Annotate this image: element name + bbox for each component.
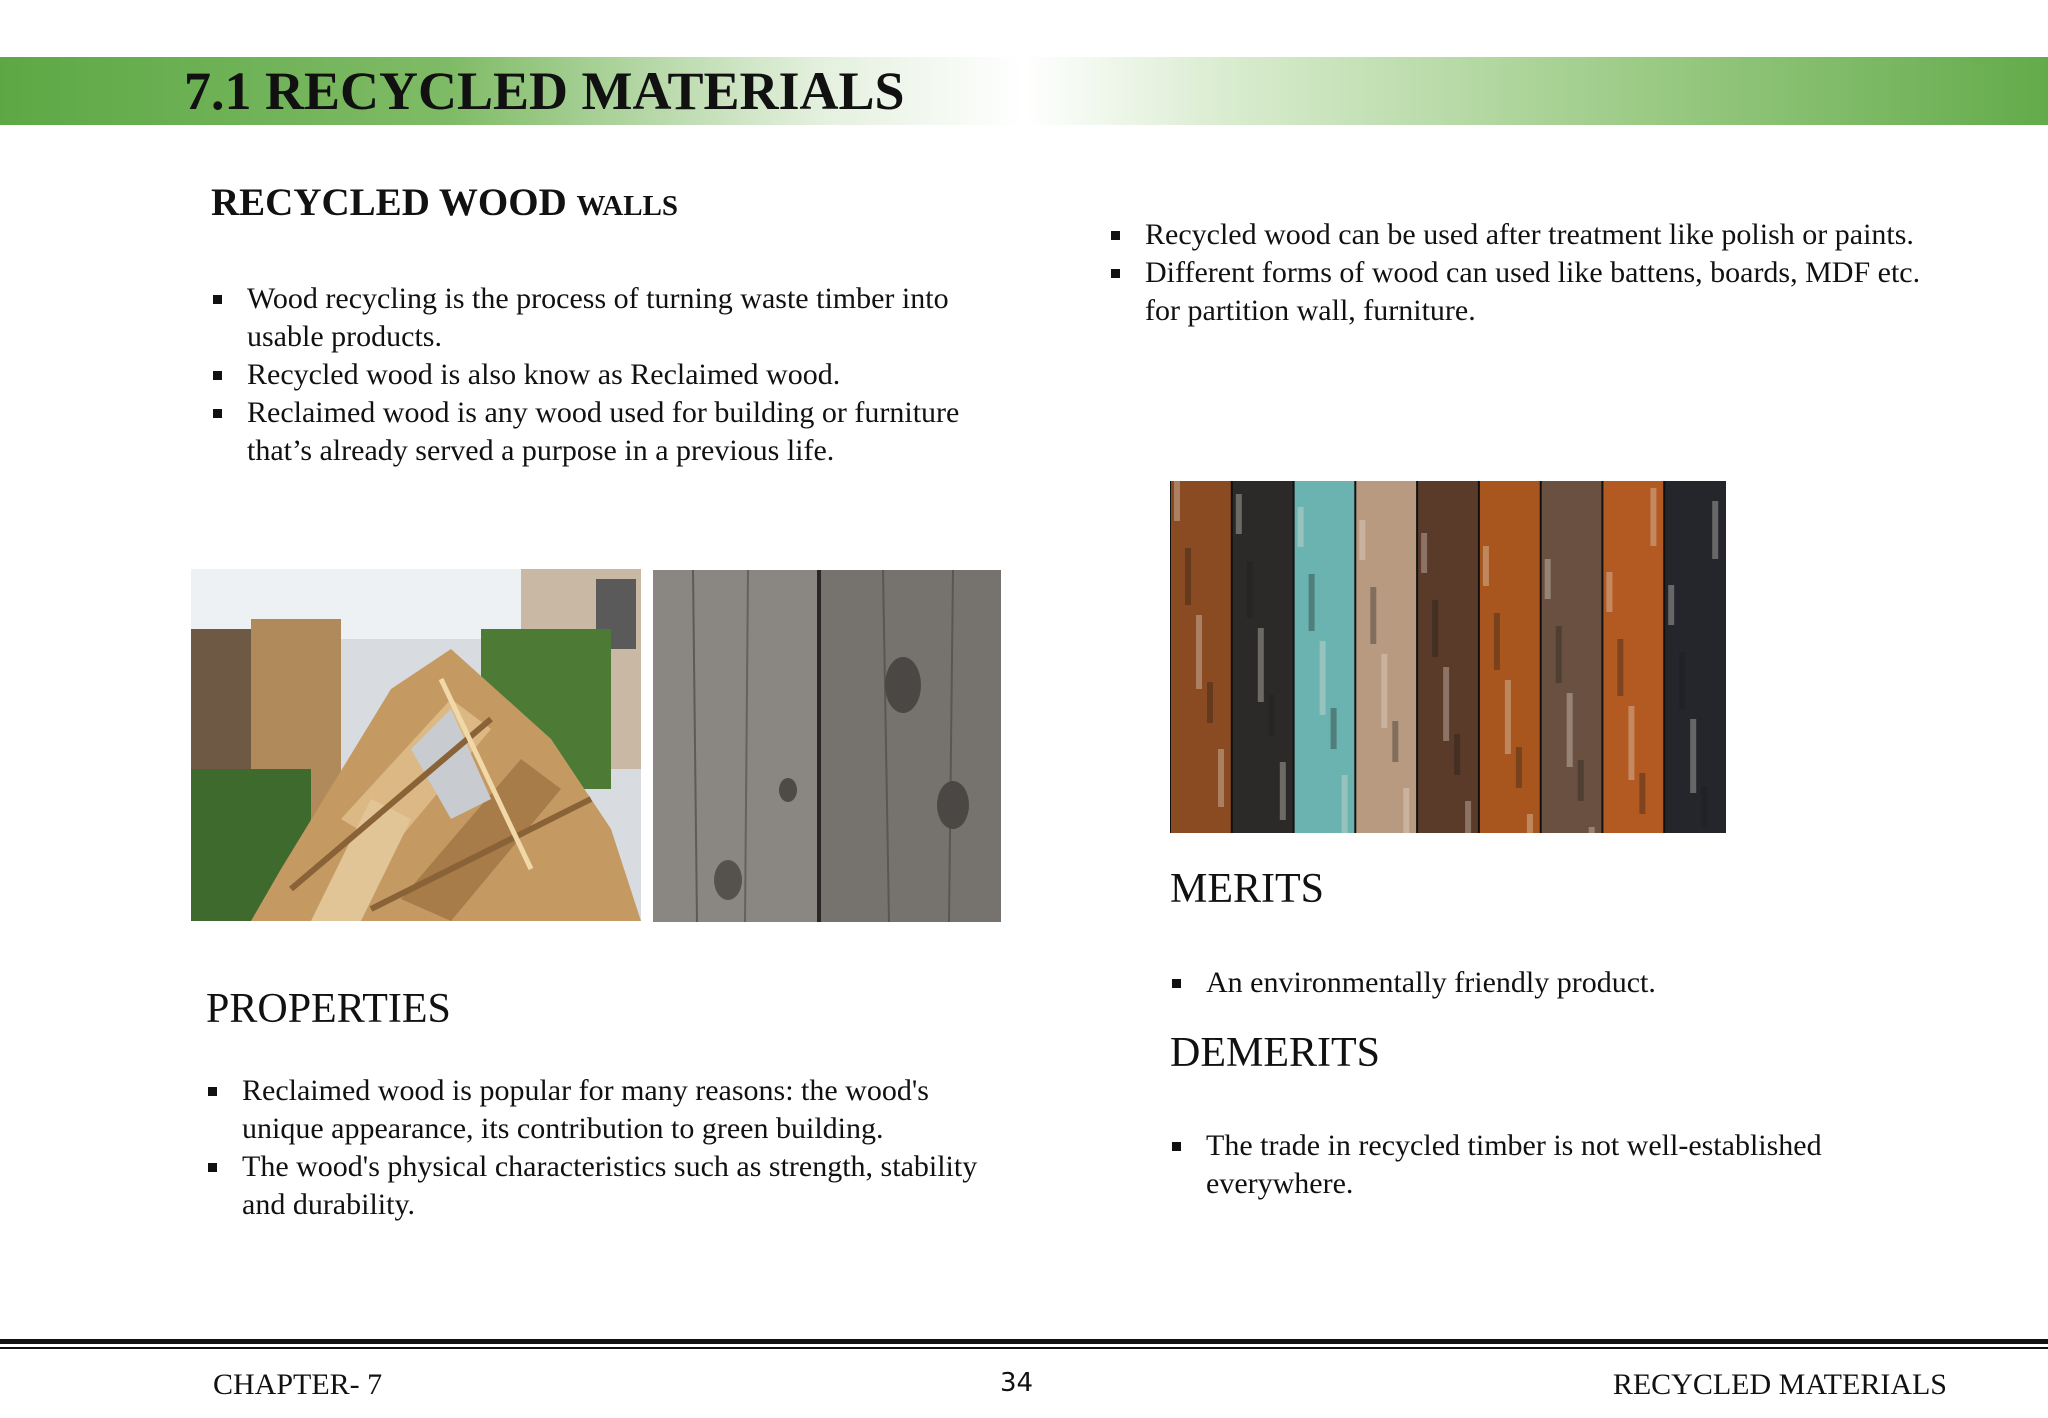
demerits-bullet-list — [1170, 1127, 1950, 1203]
footer-rule-thin — [0, 1347, 2048, 1349]
list-item: Different forms of wood can used like battens, boards, MDF etc. for partition wall, furniture. — [1109, 254, 1939, 330]
list-item: Recycled wood is also know as Reclaimed wood. — [211, 356, 1011, 394]
page-number: 34 — [1000, 1368, 1034, 1398]
plank — [1479, 481, 1542, 833]
usage-bullet-list — [1109, 216, 1939, 330]
page-title: 7.1 RECYCLED MATERIALS — [184, 61, 905, 121]
demerits-heading: DEMERITS — [1170, 1030, 1380, 1076]
wood-pile-photo — [191, 569, 641, 921]
merits-bullet-list — [1170, 964, 1970, 1002]
list-item: Recycled wood can be used after treatment like polish or paints. — [1109, 216, 1939, 254]
colored-planks-photo — [1170, 481, 1726, 833]
merits-heading: MERITS — [1170, 866, 1325, 912]
properties-bullet-list — [206, 1072, 1006, 1224]
properties-heading: PROPERTIES — [206, 986, 451, 1032]
list-item: The trade in recycled timber is not well-established everywhere. — [1170, 1127, 1950, 1203]
list-item: The wood's physical characteristics such as strength, stability and durability. — [206, 1148, 1006, 1224]
footer-section: RECYCLED MATERIALS — [1612, 1368, 1947, 1401]
section-title-small: WALLS — [576, 190, 679, 222]
list-item: Wood recycling is the process of turning waste timber into usable products. — [211, 280, 1011, 356]
footer-chapter: CHAPTER- 7 — [213, 1368, 383, 1401]
weathered-planks-photo — [653, 570, 1001, 922]
section-title-main: RECYCLED WOOD — [211, 181, 577, 224]
list-item: An environmentally friendly product. — [1170, 964, 1970, 1002]
list-item: Reclaimed wood is any wood used for building or furniture that’s already served a purpose in a previous life. — [211, 394, 1011, 470]
plank — [1541, 481, 1604, 833]
intro-bullet-list — [211, 280, 1011, 470]
list-item: Reclaimed wood is popular for many reasons: the wood's unique appearance, its contribution to green building. — [206, 1072, 1006, 1148]
footer-rule — [0, 1339, 2048, 1344]
section-title — [211, 180, 678, 225]
